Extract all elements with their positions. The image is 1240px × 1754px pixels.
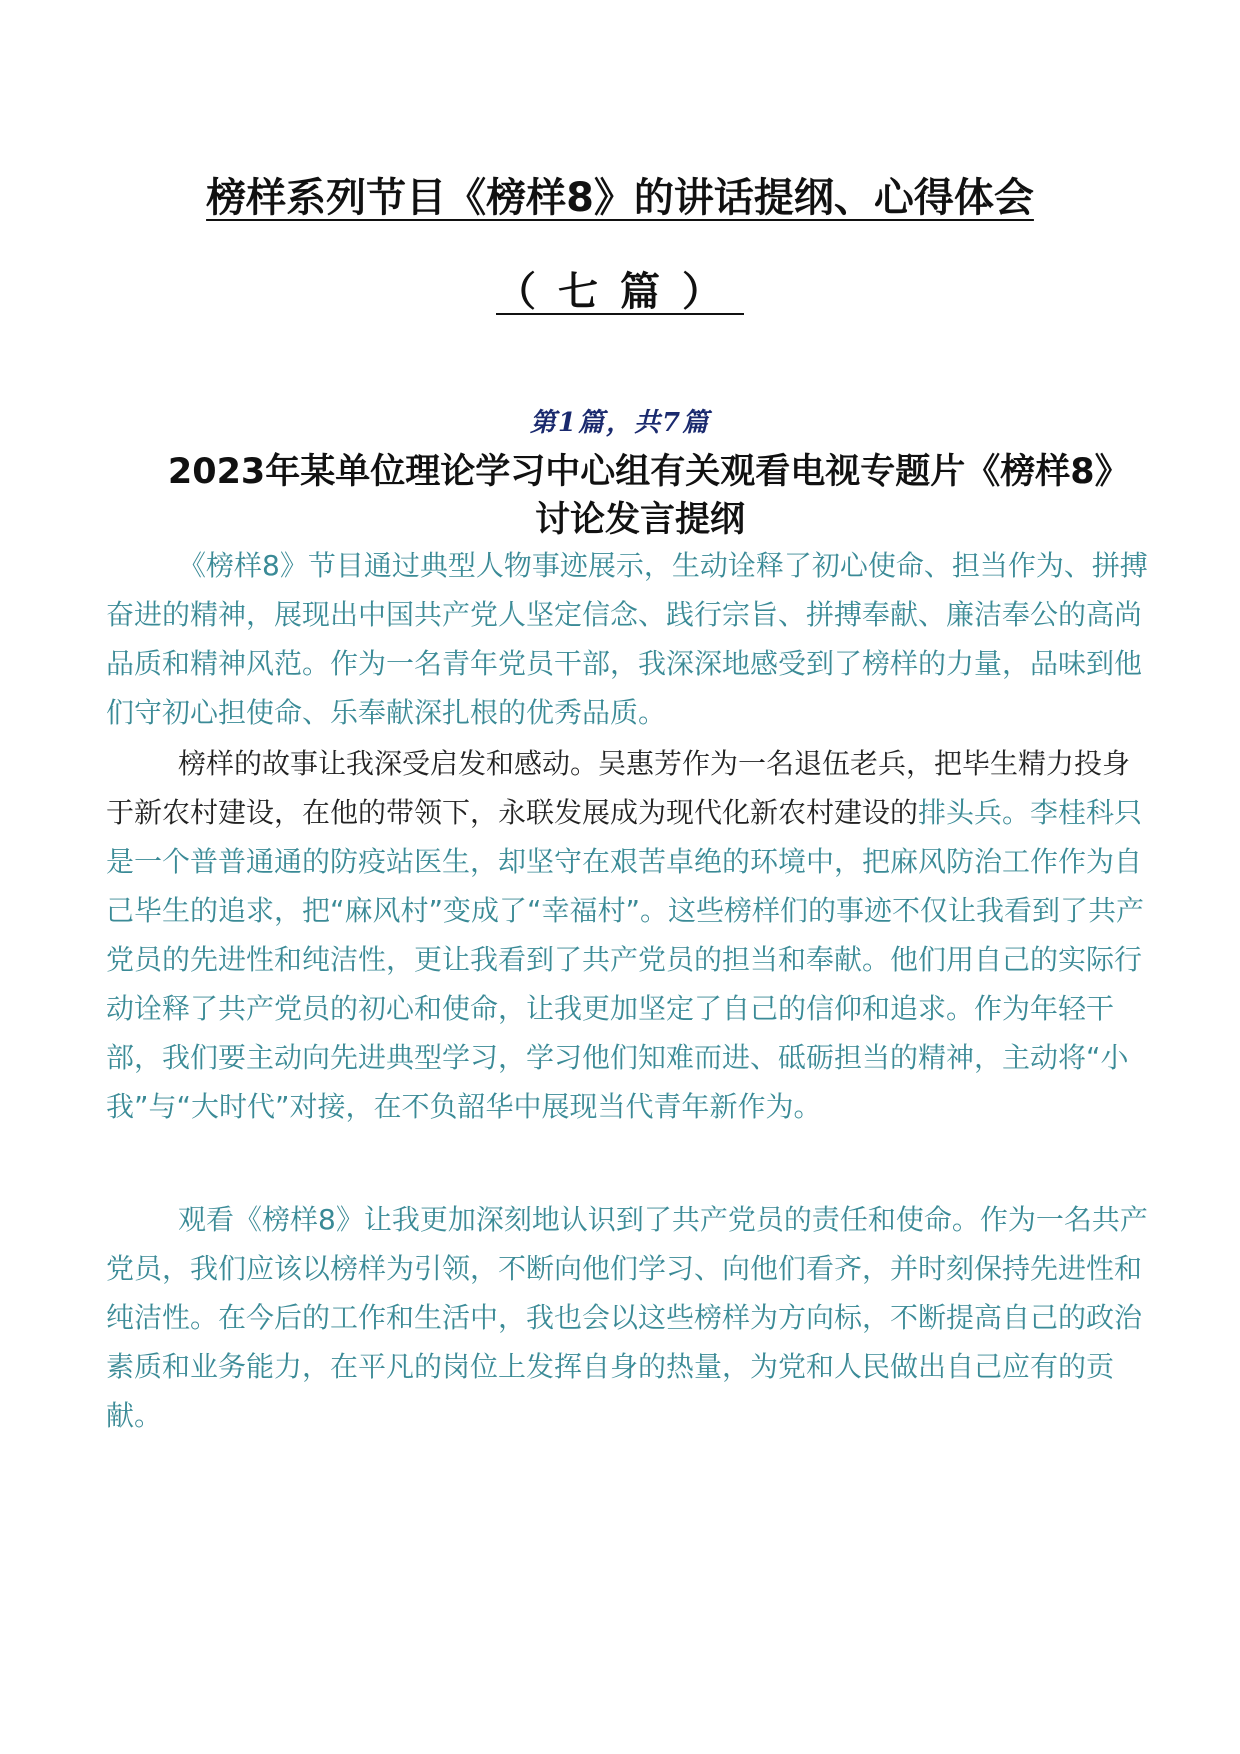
section-heading: 2023年某单位理论学习中心组有关观看电视专题片《榜样8》讨论发言提纲 (167, 452, 1113, 540)
paragraph-2-dark-text: 榜样的故事让我深受启发和感动。吴惠芳作为一名退伍老兵，把毕生精力投身于新农村建设，在他的带领下，永联发展成为现代化新农村建设的 (106, 747, 1131, 829)
part-counter: 第1篇，共7篇 (529, 408, 711, 438)
paragraph-2 (106, 739, 1156, 1131)
paragraph-2-teal-text: 排头兵。李桂科只是一个普普通通的防疫站医生，却坚守在艰苦卓绝的环境中，把麻风防治工作作为自己毕生的追求，把“麻风村”变成了“幸福村”。这些榜样们的事迹不仅让我看到了共产党员的先进性和纯洁性，更让我看到了共产党员的担当和奉献。他们用自己的实际行动诠释了共产党员的初心和使命，让我更加坚定了自己的信仰和追求。作为年轻干部，我们要主动向先进典型学习，学习他们知难而进、砥砺担当的精神，主动将“小我”与“大时代”对接，在不负韶华中展现当代青年新作为。 (106, 796, 1145, 1123)
document-title-count: （七篇） (496, 269, 744, 315)
paragraph-1: 《榜样8》节目通过典型人物事迹展示，生动诠释了初心使命、担当作为、拼搏奋进的精神，展现出中国共产党人坚定信念、践行宗旨、拼搏奉献、廉洁奉公的高尚品质和精神风范。作为一名青年党员干部，我深深地感受到了榜样的力量，品味到他们守初心担使命、乐奉献深扎根的优秀品质。 (106, 549, 1148, 729)
document-title (0, 172, 1240, 224)
document-title-text: 榜样系列节目《榜样8》的讲话提纲、心得体会 (206, 175, 1034, 221)
paragraph-3: 观看《榜样8》让我更加深刻地认识到了共产党员的责任和使命。作为一名共产党员，我们应该以榜样为引领，不断向他们学习、向他们看齐，并时刻保持先进性和纯洁性。在今后的工作和生活中，我也会以这些榜样为方向标，不断提高自己的政治素质和业务能力，在平凡的岗位上发挥自身的热量，为党和人民做出自己应有的贡献。 (106, 1203, 1148, 1432)
document-title-subtitle (0, 266, 1240, 318)
